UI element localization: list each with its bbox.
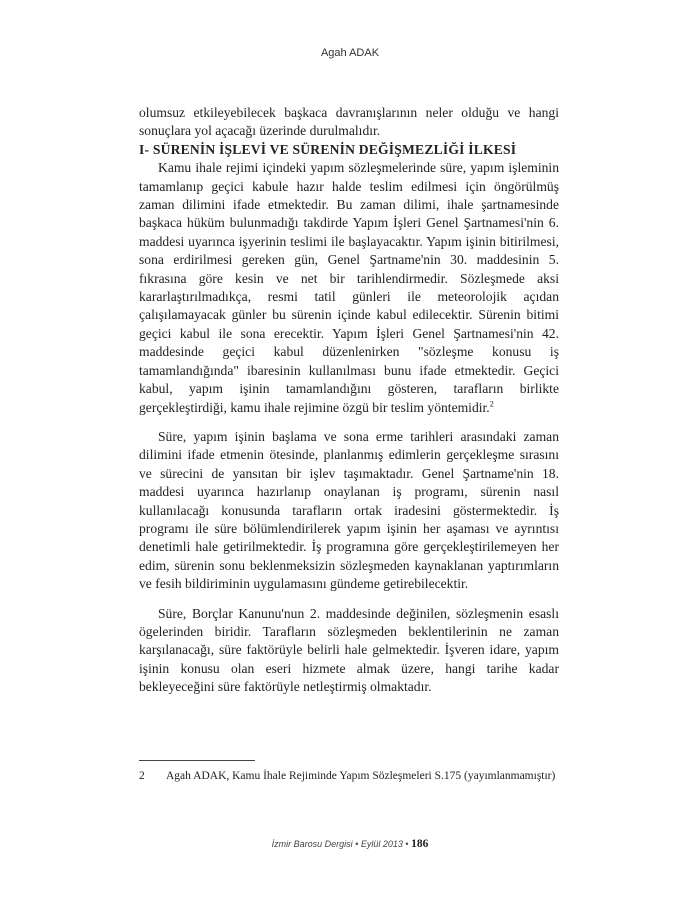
footnote bbox=[139, 769, 559, 784]
section-heading: I- SÜRENİN İŞLEVİ VE SÜRENİN DEĞİŞMEZLİĞİ İLKESİ bbox=[139, 141, 517, 157]
running-footer bbox=[0, 838, 700, 850]
footer-date: Eylül 2013 bbox=[360, 839, 403, 849]
page-number: 186 bbox=[411, 838, 429, 850]
paragraph-3: Süre, Borçlar Kanunu'nun 2. maddesinde değinilen, sözleşmenin esaslı ögelerinden biridir. Tarafların sözleşmeden beklentilerinin ne zaman karşılanacağı, süre faktörüyle belirli hale gelmektedir. İşveren idare, yapım işinin konusu olan eseri hizmete almak üzere, hangi tarihe kadar bekleyeceğini süre faktörüyle netleştirmiş olmaktadır. bbox=[139, 605, 559, 695]
body-text bbox=[139, 104, 559, 697]
header-author: Agah ADAK bbox=[320, 47, 380, 59]
running-header bbox=[0, 47, 700, 59]
paragraph-continued: olumsuz etkileyebilecek başkaca davranışlarının neler olduğu ve hangi sonuçlara yol açacağı üzerinde durulmalıdır. bbox=[139, 105, 559, 139]
paragraph-1-text: Kamu ihale rejimi içindeki yapım sözleşmelerinde süre, yapım işleminin tamamlanıp geçici kabule hazır halde teslim edilmesi için öngörülmüş zaman dilimini ifade etmektedir. Bu zaman dilimi, ihale şartnamesinde başkaca hüküm bulunmadığı takdirde Yapım İşleri Genel Şartnamesi'nin 6. maddesi uyarınca işyerinin teslimi ile başlayacaktır. Yapım işinin bitirilmesi, sona erdirilmesi gereken gün, Genel Şartname'nin 30. maddesinin 5. fıkrasına göre kesin ve net bir tarihlendirmedir. Sözleşmede aksi kararlaştırılmadıkça, resmi tatil günleri ile meteorolojik açıdan çalışılamayacak günler bu sürenin içinde kabul edilecektir. Sürenin bitimi geçici kabul ile sona erecektir. Yapım İşleri Genel Şartnamesi'nin 42. maddesinde geçici kabul düzenlenirken "sözleşme konusu iş tamamlandığında" ibaresinin kullanılması bunu ifade etmektedir. Geçici kabul, yapım işinin tamamlandığını gösteren, tarafların birlikte gerçekleştirdiği, kamu ihale rejimine özgü bir teslim yöntemidir. bbox=[139, 160, 559, 415]
paragraph-1 bbox=[139, 159, 559, 417]
footnote-divider bbox=[139, 760, 255, 761]
footnote-ref[interactable]: 2 bbox=[489, 398, 494, 408]
footer-separator-2: • bbox=[405, 839, 409, 849]
paragraph-2: Süre, yapım işinin başlama ve sona erme tarihleri arasındaki zaman dilimini ifade etmenin ötesinde, planlanmış edimlerin gerçekleşme sırasını ve sürecini de yansıtan bir işlev taşımaktadır. Genel Şartname'nin 18. maddesi uyarınca hazırlanıp onaylanan iş programı, sürenin nasıl kullanılacağı konusunda tarafların ortak iradesini göstermektedir. İş programı ile süre bölümlendirilerek yapım işinin her aşaması ve ayrıntısı denetimli hale getirilmektedir. İş programına göre gerçekleştirilemeyen her edim, sürenin sonu beklenmeksizin sözleşmeden kaynaklanan yaptırımların ve fesih bildiriminin uygulamasını gündeme getirebilecektir. bbox=[139, 428, 559, 592]
footnote-number: 2 bbox=[139, 770, 145, 782]
footnote-text: Agah ADAK, Kamu İhale Rejiminde Yapım Sözleşmeleri S.175 (yayımlanmamıştır) bbox=[166, 770, 556, 782]
footer-journal: İzmir Barosu Dergisi bbox=[271, 839, 353, 849]
footer-separator: • bbox=[355, 839, 359, 849]
